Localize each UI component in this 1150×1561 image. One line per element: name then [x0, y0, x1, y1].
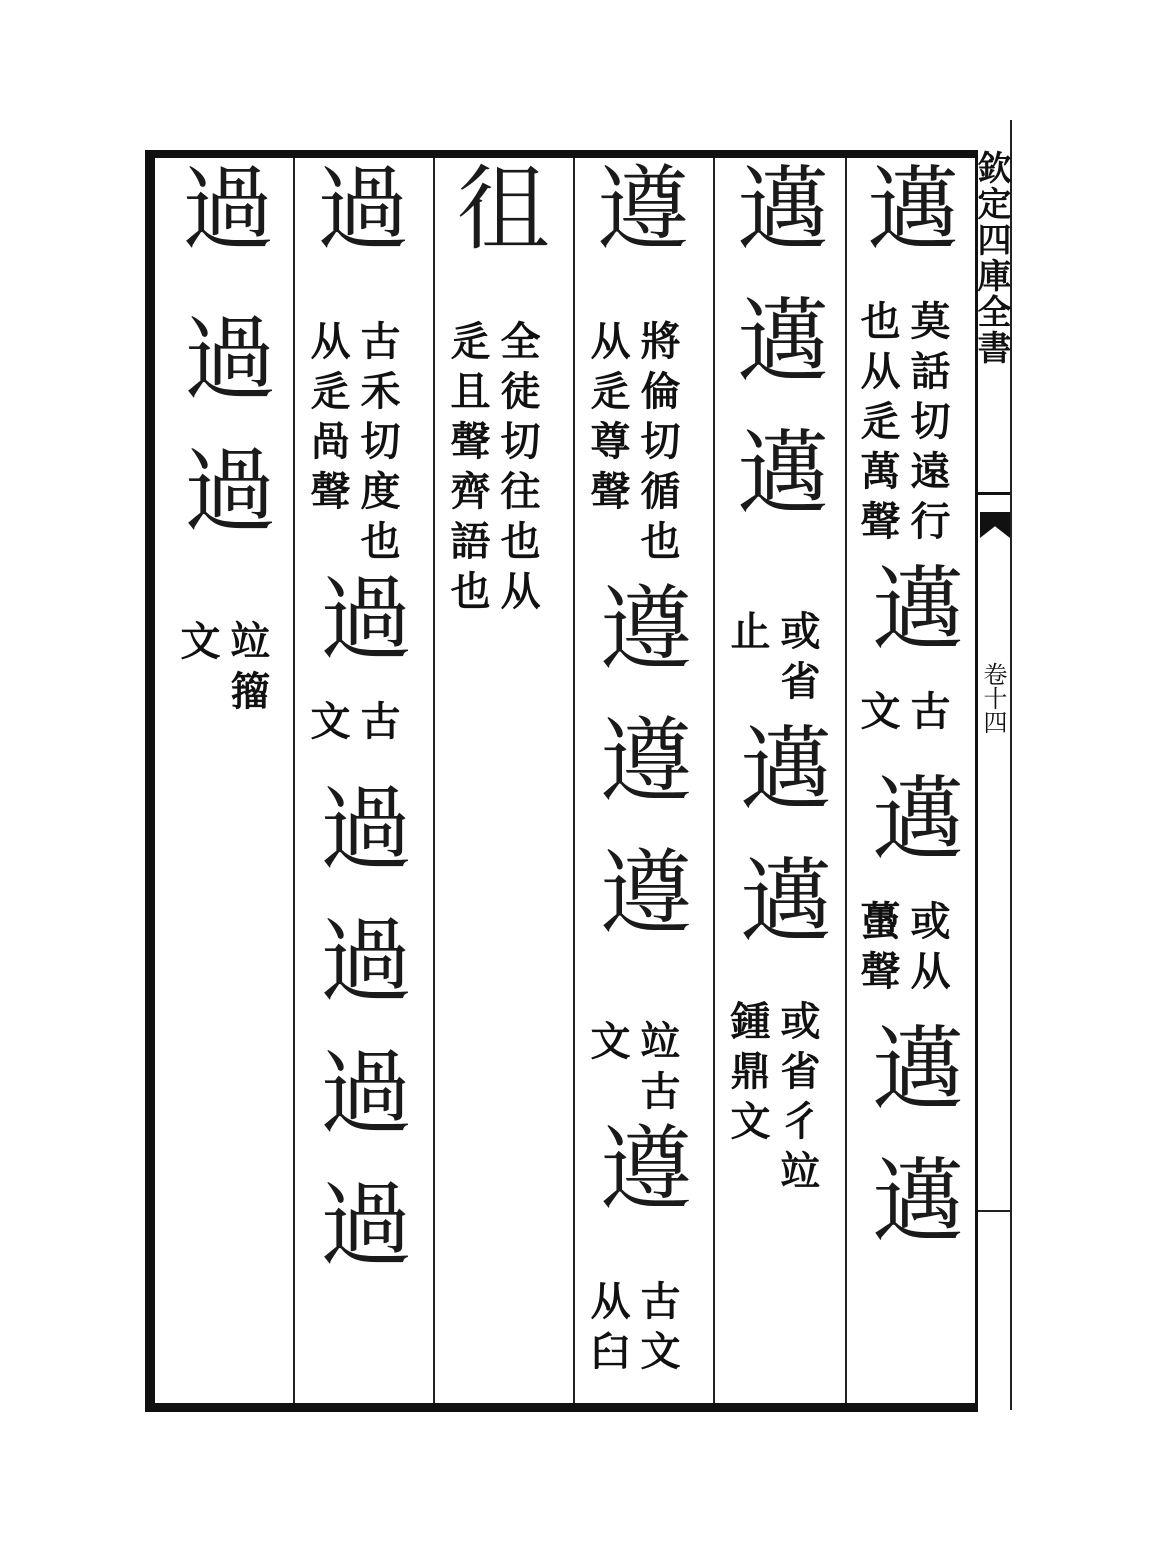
variant-forms: [857, 560, 964, 692]
note-right: 竝籀: [224, 620, 271, 720]
variant-forms: [585, 580, 692, 976]
note-right: 古文: [634, 1280, 681, 1380]
entry-note: [725, 610, 819, 710]
seal-character: 徂: [442, 160, 549, 292]
column-divider: [845, 158, 847, 1403]
note-left: 文: [174, 620, 221, 670]
note-right: 或省: [774, 610, 821, 710]
variant-forms: [857, 1020, 964, 1284]
note-right: 或省彳竝: [774, 1000, 821, 1200]
seal-character: 邁: [852, 160, 959, 292]
entry-note: [585, 320, 679, 570]
book-title: 欽定四庫全書: [971, 150, 1011, 366]
seal-character: 邁: [857, 560, 964, 692]
entry-note: [585, 1280, 679, 1380]
note-right: 或从: [904, 900, 951, 1000]
seal-character: 遵遵遵: [585, 580, 692, 976]
variant-forms: [585, 1120, 692, 1252]
entry-head-char: [852, 160, 959, 292]
variant-forms: [305, 570, 412, 702]
note-right: 古: [354, 700, 401, 750]
note-right: 竝古: [634, 1020, 681, 1120]
entry-note: [445, 320, 539, 620]
entry-head-char: [167, 160, 274, 292]
note-left: 文: [304, 700, 351, 750]
title-bar: [978, 492, 1010, 495]
seal-character: 過: [302, 160, 409, 292]
fishtail-mark: [980, 512, 1010, 538]
column-divider: [573, 158, 575, 1403]
note-left: 从臼: [584, 1280, 631, 1380]
seal-character: 邁邁: [725, 720, 832, 984]
column-divider: [433, 158, 435, 1403]
note-left: 止: [724, 610, 771, 660]
note-right: 古: [904, 690, 951, 740]
note-left: 文: [854, 690, 901, 740]
variant-forms: [305, 780, 412, 1308]
note-right: 全徒切往也从: [494, 320, 541, 620]
seal-character: 過過: [169, 310, 276, 574]
note-left: 也从辵萬聲: [854, 300, 901, 550]
note-right: 將倫切循也: [634, 320, 681, 570]
entry-note: [305, 700, 399, 750]
note-left: 文: [584, 1020, 631, 1070]
seal-character: 邁邁邁: [722, 160, 829, 556]
note-right: 莫話切遠行: [904, 300, 951, 550]
entry-note: [305, 320, 399, 570]
note-left: 鍾鼎文: [724, 1000, 771, 1150]
seal-character: 過: [305, 570, 412, 702]
volume-number: 卷十四: [979, 662, 1007, 734]
entry-note: [855, 690, 949, 740]
column-divider: [293, 158, 295, 1403]
note-right: 古禾切度也: [354, 320, 401, 570]
variant-forms: [857, 770, 964, 902]
column-divider: [713, 158, 715, 1403]
entry-note: [855, 900, 949, 1000]
entry-head-char: [582, 160, 689, 292]
entry-head-char: [302, 160, 409, 292]
seal-character: 過過過過: [305, 780, 412, 1308]
seal-character: 遵: [585, 1120, 692, 1252]
note-left: 从辵咼聲: [304, 320, 351, 520]
entry-note: [585, 1020, 679, 1120]
variant-forms: [722, 160, 829, 556]
entry-note: [855, 300, 949, 550]
banxin-marker: [978, 1210, 1010, 1212]
entry-head-char: [442, 160, 549, 292]
variant-forms: [725, 720, 832, 984]
seal-character: 邁: [857, 770, 964, 902]
seal-character: 過: [167, 160, 274, 292]
note-left: 从辵尊聲: [584, 320, 631, 520]
seal-character: 遵: [582, 160, 689, 292]
seal-character: 邁邁: [857, 1020, 964, 1284]
variant-forms: [169, 310, 276, 574]
note-left: 蠆聲: [854, 900, 901, 1000]
entry-note: [725, 1000, 819, 1200]
note-left: 辵且聲齊語也: [444, 320, 491, 620]
entry-note: [175, 620, 269, 720]
